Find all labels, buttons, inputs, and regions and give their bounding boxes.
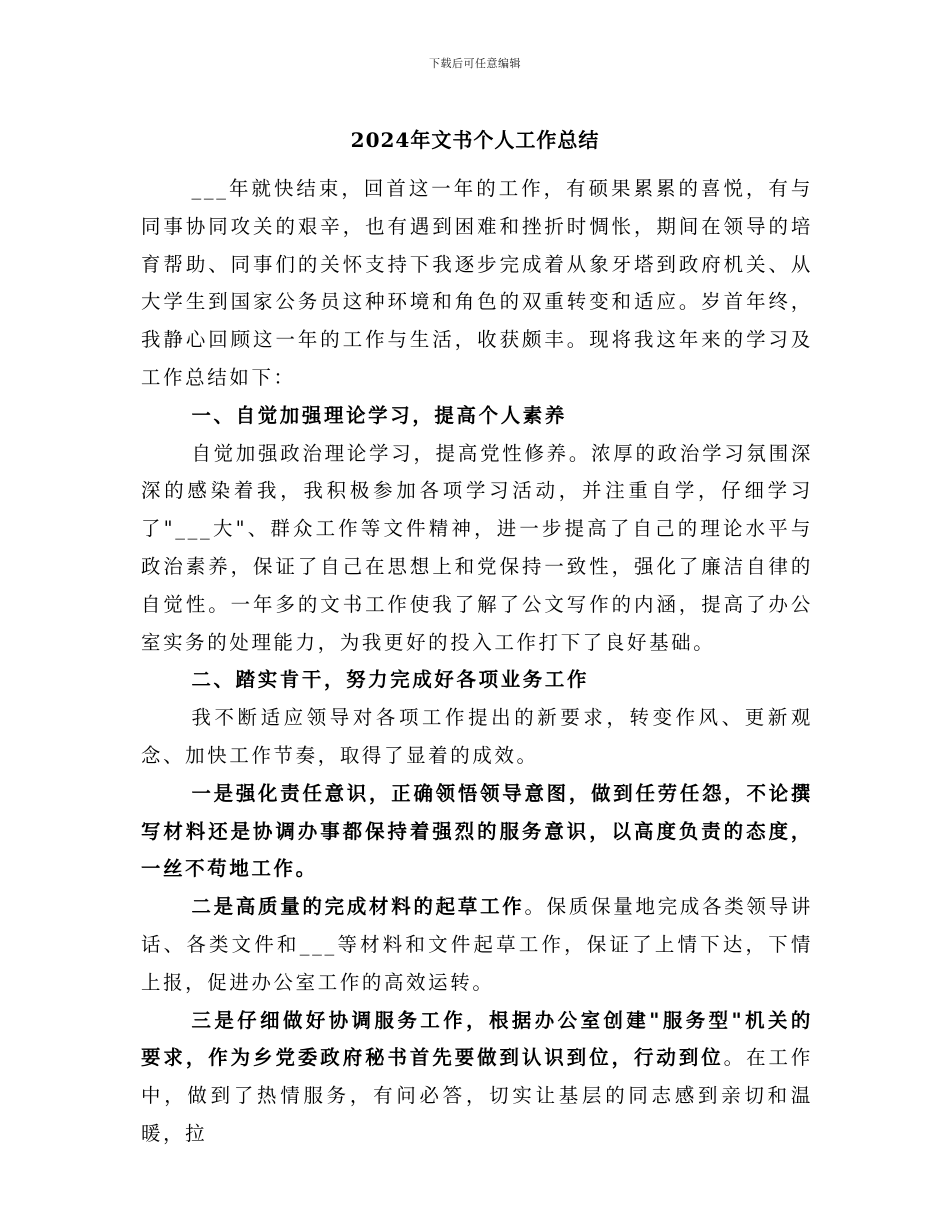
point-3-text: 。在工作中，做到了热情服务，有问必答，切实让基层的同志感到亲切和温暖，拉 <box>141 1046 813 1145</box>
header-note: 下载后可任意编辑 <box>429 57 521 70</box>
point-3-lead: 三是仔细做好协调服务工作，根据办公室创建"服务型"机关的要求，作为乡党委政府秘书首先要做到认识到位，行动到位 <box>141 1008 813 1070</box>
point-2-paragraph <box>141 888 813 1001</box>
intro-paragraph: ___年就快结束，回首这一年的工作，有硕果累累的喜悦，有与同事协同攻关的艰辛，也有遇到困难和挫折时惆怅，期间在领导的培育帮助、同事们的关怀支持下我逐步完成着从象牙塔到政府机关、从大学生到国家公务员这种环境和角色的双重转变和适应。岁首年终，我静心回顾这一年的工作与生活，收获颇丰。现将我这年来的学习及工作总结如下： <box>141 177 813 389</box>
point-3-paragraph <box>141 1002 813 1153</box>
point-1-paragraph: 一是强化责任意识，正确领悟领导意图，做到任劳任怨，不论撰写材料还是协调办事都保持着强烈的服务意识，以高度负责的态度，一丝不苟地工作。 <box>141 781 813 881</box>
section-2-paragraph: 我不断适应领导对各项工作提出的新要求，转变作风、更新观念、加快工作节奏，取得了显着的成效。 <box>141 706 813 767</box>
section-1-heading: 一、自觉加强理论学习，提高个人素养 <box>191 403 567 427</box>
point-2-lead: 二是高质量的完成材料的起草工作 <box>191 895 525 919</box>
document-title: 2024年文书个人工作总结 <box>350 128 600 152</box>
document-body <box>141 170 813 1153</box>
point-2-text: 。保质保量地完成各类领导讲话、各类文件和___等材料和文件起草工作，保证了上情下达，下情上报，促进办公室工作的高效运转。 <box>141 895 814 994</box>
section-1-paragraph: 自觉加强政治理论学习，提高党性修养。浓厚的政治学习氛围深深的感染着我，我积极参加各项学习活动，并注重自学，仔细学习了"___大"、群众工作等文件精神，进一步提高了自己的理论水平与政治素养，保证了自己在思想上和党保持一致性，强化了廉洁自律的自觉性。一年多的文书工作使我了解了公文写作的内涵，提高了办公室实务的处理能力，为我更好的投入工作打下了良好基础。 <box>141 441 813 654</box>
section-2-heading: 二、踏实肯干，努力完成好各项业务工作 <box>191 668 590 692</box>
